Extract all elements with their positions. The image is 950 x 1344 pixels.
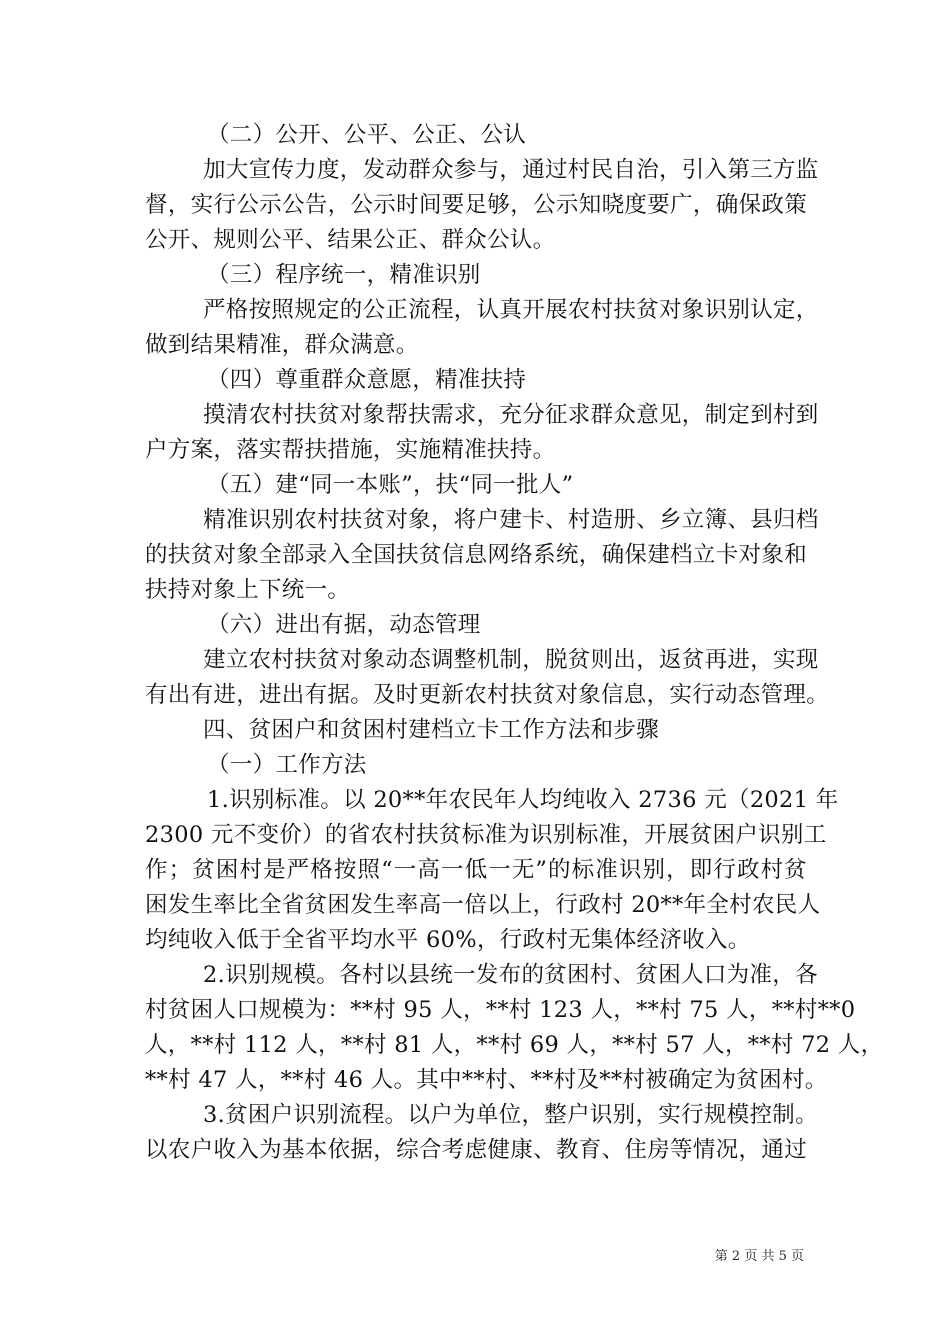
- paragraph-line: **村 47 人，**村 46 人。其中**村、**村及**村被确定为贫困村。: [145, 1067, 828, 1093]
- paragraph-line: 均纯收入低于全省平均水平 60%，行政村无集体经济收入。: [145, 927, 751, 953]
- paragraph-line: 建立农村扶贫对象动态调整机制，脱贫则出，返贫再进，实现: [203, 647, 819, 673]
- paragraph-line: 严格按照规定的公正流程，认真开展农村扶贫对象识别认定，: [203, 297, 819, 323]
- paragraph-line: 有出有进，进出有据。及时更新农村扶贫对象信息，实行动态管理。: [145, 682, 830, 708]
- section-heading-6: （六）进出有据，动态管理: [207, 612, 481, 638]
- paragraph-line: 2300 元不变价）的省农村扶贫标准为识别标准，开展贫困户识别工: [145, 822, 827, 848]
- section-heading-2: （二）公开、公平、公正、公认: [207, 122, 527, 148]
- section-heading-3: （三）程序统一，精准识别: [207, 262, 481, 288]
- paragraph-line: 村贫困人口规模为：**村 95 人，**村 123 人，**村 75 人，**村**0: [145, 997, 856, 1023]
- paragraph-line: 2.识别规模。各村以县统一发布的贫困村、贫困人口为准，各: [203, 962, 818, 988]
- page-number: 第 2 页 共 5 页: [714, 1249, 804, 1264]
- method-heading: （一）工作方法: [207, 752, 367, 778]
- section-heading-5: （五）建“同一本账”，扶“同一批人”: [207, 472, 574, 498]
- document-body: [145, 118, 884, 1168]
- chapter-heading: 四、贫困户和贫困村建档立卡工作方法和步骤: [203, 717, 660, 743]
- paragraph-line: 3.贫困户识别流程。以户为单位，整户识别，实行规模控制。: [203, 1102, 818, 1128]
- paragraph-line: 摸清农村扶贫对象帮扶需求，充分征求群众意见，制定到村到: [203, 402, 819, 428]
- paragraph-line: 督，实行公示公告，公示时间要足够，公示知晓度要广，确保政策: [145, 192, 807, 218]
- paragraph-line: 做到结果精准，群众满意。: [145, 332, 419, 358]
- paragraph-line: 人，**村 112 人，**村 81 人，**村 69 人，**村 57 人，**村 72 人，: [145, 1032, 884, 1058]
- paragraph-line: 1.识别标准。以 20**年农民年人均纯收入 2736 元（2021 年: [207, 787, 839, 813]
- paragraph-line: 困发生率比全省贫困发生率高一倍以上，行政村 20**年全村农民人: [145, 892, 821, 918]
- paragraph-line: 的扶贫对象全部录入全国扶贫信息网络系统，确保建档立卡对象和: [145, 542, 807, 568]
- paragraph-line: 公开、规则公平、结果公正、群众公认。: [145, 227, 556, 253]
- paragraph-line: 加大宣传力度，发动群众参与，通过村民自治，引入第三方监: [203, 157, 819, 183]
- paragraph-line: 户方案，落实帮扶措施，实施精准扶持。: [145, 437, 556, 463]
- paragraph-line: 精准识别农村扶贫对象，将户建卡、村造册、乡立簿、县归档: [203, 507, 819, 533]
- paragraph-line: 以农户收入为基本依据，综合考虑健康、教育、住房等情况，通过: [145, 1137, 807, 1163]
- paragraph-line: 扶持对象上下统一。: [145, 577, 351, 603]
- paragraph-line: 作；贫困村是严格按照“一高一低一无”的标准识别，即行政村贫: [145, 857, 807, 883]
- section-heading-4: （四）尊重群众意愿，精准扶持: [207, 367, 527, 393]
